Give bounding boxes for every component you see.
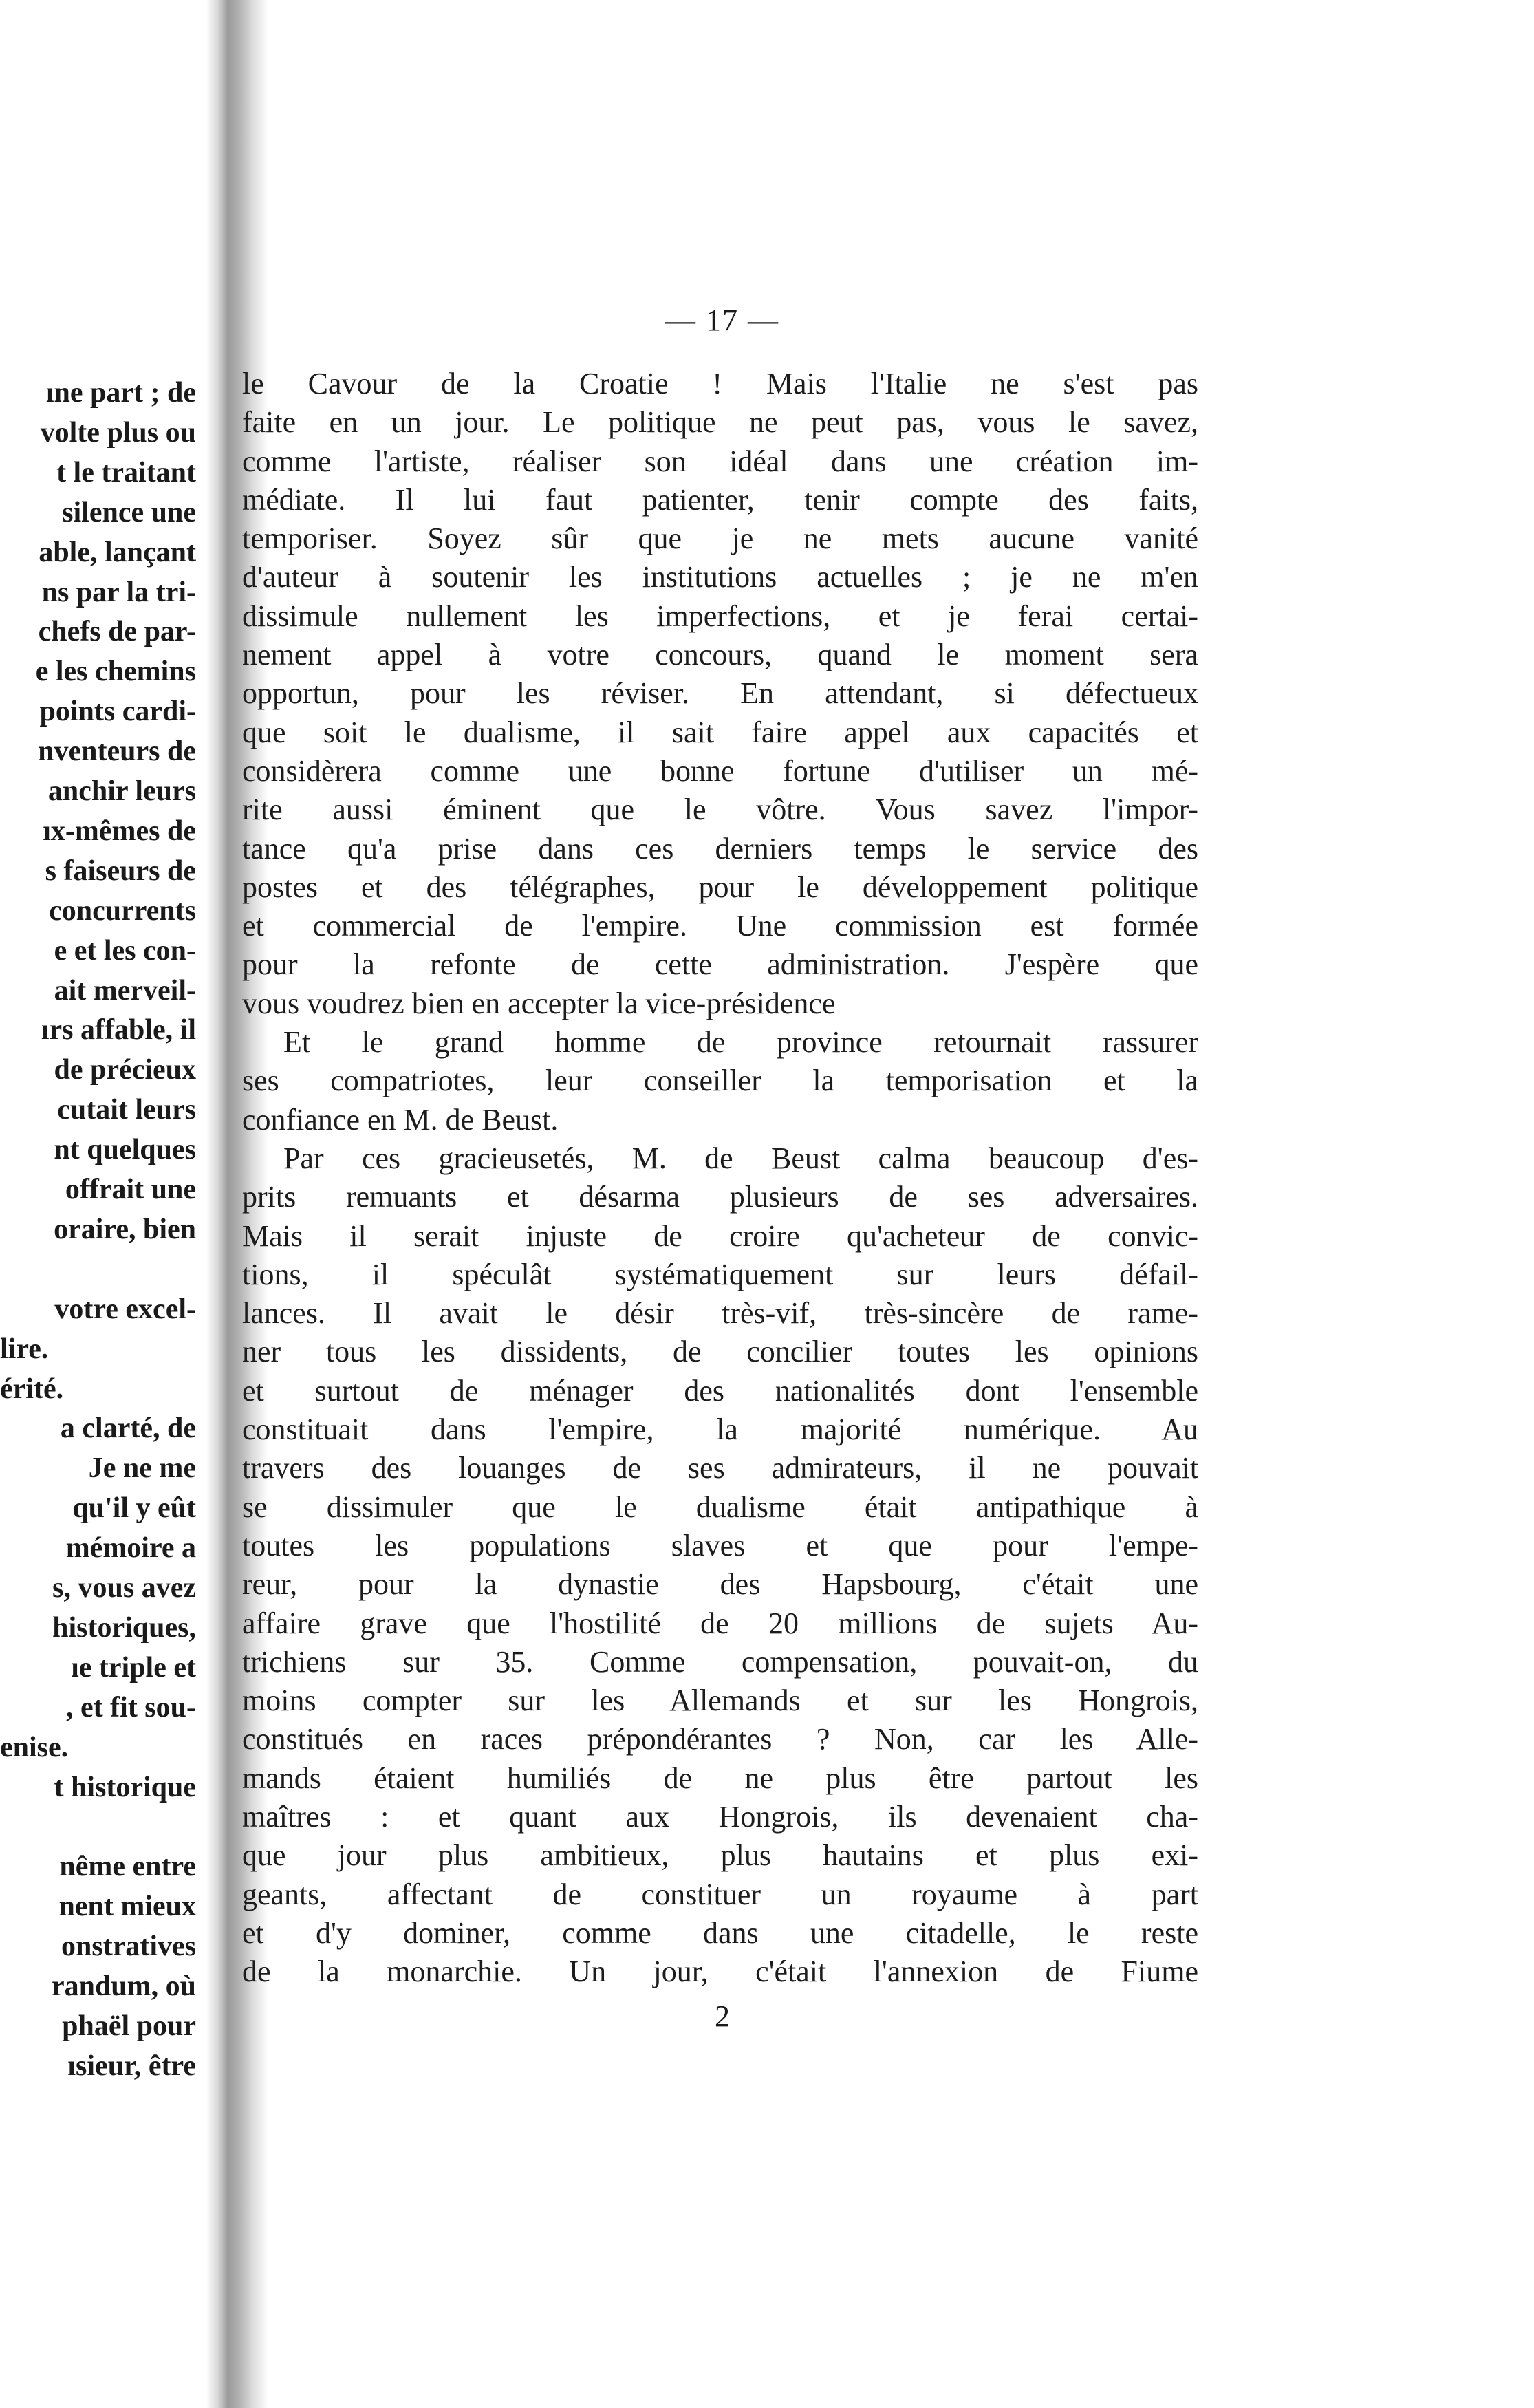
left-page-line: ırs affable, il — [41, 1014, 196, 1046]
left-page-line: able, lançant — [39, 536, 196, 568]
text-line: reur, pour la dynastie des Hapsbourg, c'était une — [242, 1567, 1198, 1602]
text-line: affaire grave que l'hostilité de 20 millions de sujets Au- — [242, 1606, 1198, 1640]
text-line: vous voudrez bien en accepter la vice-présidence — [242, 986, 836, 1020]
text-line: d'auteur à soutenir les institutions actuelles ; je ne m'en — [242, 560, 1198, 594]
text-line: lances. Il avait le désir très-vif, très-sincère de rame- — [242, 1296, 1198, 1331]
text-line: mands étaient humiliés de ne plus être partout les — [242, 1761, 1198, 1795]
left-page-line: nent mieux — [58, 1891, 196, 1923]
text-line: se dissimuler que le dualisme était antipathique à — [242, 1490, 1198, 1524]
text-line: de la monarchie. Un jour, c'était l'annexion de Fiume — [242, 1955, 1198, 1989]
signature-mark: 2 — [715, 1999, 730, 2033]
text-line: considèrera comme une bonne fortune d'utiliser un mé- — [242, 753, 1198, 788]
left-page-line: mémoire a — [65, 1532, 196, 1565]
text-line: et d'y dominer, comme dans une citadelle, le reste — [242, 1915, 1198, 1950]
left-page-line: ıne part ; de — [45, 377, 196, 409]
text-line: geants, affectant de constituer un royaume à part — [242, 1877, 1198, 1911]
text-line: que jour plus ambitieux, plus hautains et plus exi- — [242, 1838, 1198, 1873]
text-line: Et le grand homme de province retournait rassurer — [283, 1025, 1198, 1060]
text-line: ses compatriotes, leur conseiller la temporisation et la — [242, 1064, 1198, 1098]
text-line: tance qu'a prise dans ces derniers temps le service des — [242, 831, 1198, 866]
left-page-line: ıx-mêmes de — [43, 815, 196, 847]
left-page-line: historiques, — [52, 1611, 196, 1644]
text-line: et surtout de ménager des nationalités dont l'ensemble — [242, 1373, 1198, 1408]
left-page-line: nventeurs de — [38, 735, 196, 768]
text-line: temporiser. Soyez sûr que je ne mets aucune vanité — [242, 522, 1198, 556]
left-page-line: qu'il y eût — [72, 1492, 196, 1525]
text-line: comme l'artiste, réaliser son idéal dans une création im- — [242, 444, 1198, 478]
text-line: faite en un jour. Le politique ne peut pas, vous le savez, — [242, 405, 1198, 440]
text-line: que soit le dualisme, il sait faire appel aux capacités et — [242, 715, 1198, 749]
text-line: Par ces gracieusetés, M. de Beust calma beaucoup d'es- — [283, 1141, 1198, 1175]
left-page-line: ıe triple et — [71, 1651, 196, 1684]
left-page-line: randum, où — [51, 1970, 196, 2002]
text-line: et commercial de l'empire. Une commission est formée — [242, 909, 1198, 943]
text-line: rite aussi éminent que le vôtre. Vous savez l'impor- — [242, 793, 1198, 827]
text-line: tions, il spéculât systématiquement sur leurs défail- — [242, 1257, 1198, 1291]
text-line: nement appel à votre concours, quand le moment sera — [242, 638, 1198, 672]
text-line: constitués en races prépondérantes ? Non, car les Alle- — [242, 1722, 1198, 1756]
left-page-line: nême entre — [59, 1851, 196, 1883]
left-page-line: e les chemins — [35, 656, 196, 688]
left-page-line: volte plus ou — [40, 416, 196, 449]
left-page-line: ait merveil- — [54, 974, 196, 1007]
text-line: moins compter sur les Allemands et sur les Hongrois, — [242, 1684, 1198, 1718]
left-page-fragment — [0, 377, 196, 2097]
text-line: postes et des télégraphes, pour le développement politique — [242, 870, 1198, 904]
left-page-line: , et fit sou- — [66, 1691, 196, 1723]
text-line: pour la refonte de cette administration. J'espère que — [242, 947, 1198, 982]
left-page-line: ısieur, être — [67, 2050, 196, 2082]
left-page-line: oraire, bien — [54, 1213, 196, 1245]
text-line: Mais il serait injuste de croire qu'acheteur de convic- — [242, 1218, 1198, 1253]
text-line: ner tous les dissidents, de concilier toutes les opinions — [242, 1335, 1198, 1369]
left-page-line: votre excel- — [54, 1293, 196, 1325]
text-line: le Cavour de la Croatie ! Mais l'Italie ne s'est pas — [242, 367, 1198, 400]
text-line: travers des louanges de ses admirateurs, il ne pouvait — [242, 1451, 1198, 1485]
left-page-line: anchir leurs — [47, 775, 196, 807]
left-page-line: silence une — [62, 496, 196, 528]
body-text — [242, 365, 1198, 1991]
left-page-line: s faiseurs de — [45, 854, 196, 887]
left-page-line: nt quelques — [54, 1134, 196, 1166]
left-page-line: a clarté, de — [60, 1412, 196, 1445]
text-line: trichiens sur 35. Comme compensation, pouvait-on, du — [242, 1644, 1198, 1679]
text-line: opportun, pour les réviser. En attendant, si défectueux — [242, 676, 1198, 711]
text-line: constituait dans l'empire, la majorité numérique. Au — [242, 1412, 1198, 1447]
left-page-line: lire. — [0, 1333, 49, 1365]
text-line: toutes les populations slaves et que pour l'empe- — [242, 1528, 1198, 1562]
left-page-line: s, vous avez — [52, 1572, 196, 1604]
left-page-line: t historique — [54, 1771, 196, 1803]
left-page-line: chefs de par- — [38, 616, 196, 648]
left-page-line: onstratives — [61, 1931, 196, 1963]
left-page-line: t le traitant — [56, 456, 196, 488]
left-page-line: phaël pour — [62, 2010, 196, 2042]
text-line: maîtres : et quant aux Hongrois, ils devenaient cha- — [242, 1799, 1198, 1834]
text-line: prits remuants et désarma plusieurs de ses adversaires. — [242, 1180, 1198, 1214]
left-page-line: points cardi- — [39, 696, 196, 728]
page-number: — 17 — — [665, 303, 779, 337]
left-page-line: e et les con- — [54, 934, 196, 967]
left-page-line: ns par la tri- — [41, 576, 196, 608]
left-page-line: offrait une — [65, 1174, 196, 1205]
left-page-line: enise. — [0, 1731, 69, 1763]
text-line: confiance en M. de Beust. — [242, 1102, 559, 1137]
text-line: médiate. Il lui faut patienter, tenir compte des faits, — [242, 482, 1198, 517]
left-page-line: de précieux — [54, 1054, 196, 1086]
left-page-line: érité. — [0, 1373, 64, 1405]
left-page-line: Je ne me — [88, 1452, 196, 1485]
left-page-line: cutait leurs — [57, 1094, 196, 1126]
text-line: dissimule nullement les imperfections, et je ferai certai- — [242, 599, 1198, 633]
left-page-line: concurrents — [49, 894, 196, 927]
